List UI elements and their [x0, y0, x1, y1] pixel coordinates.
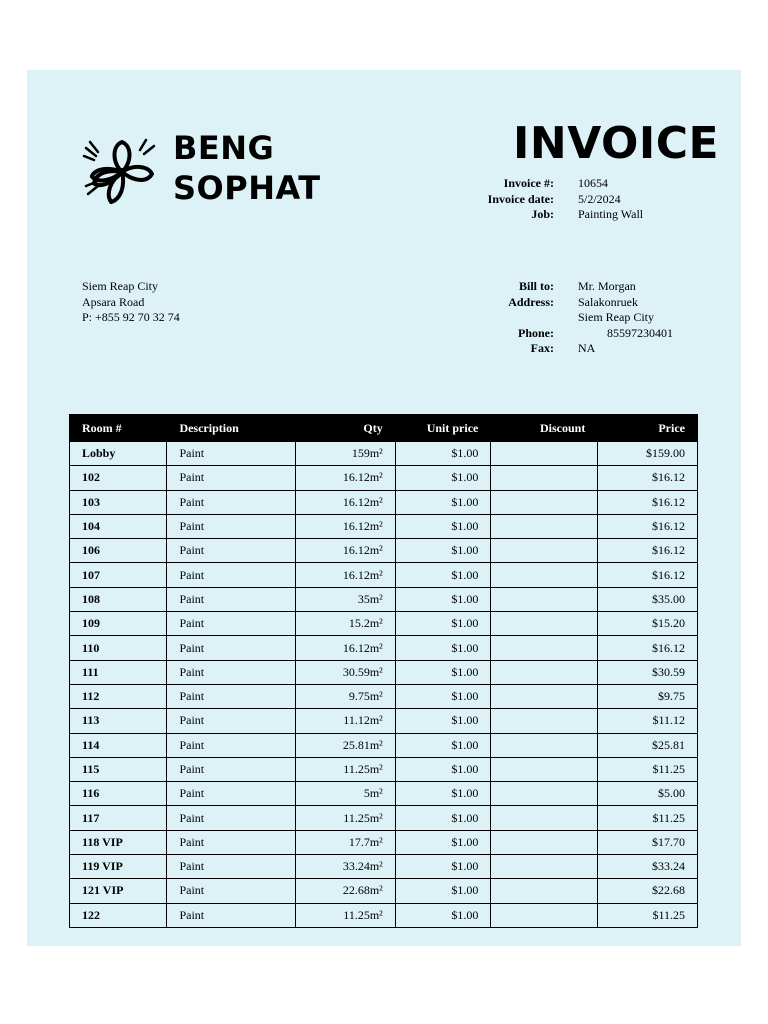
- table-row: [70, 514, 698, 538]
- table-row: [70, 782, 698, 806]
- cell-unit-price: $1.00: [395, 514, 491, 538]
- cell-description: Paint: [167, 636, 295, 660]
- cell-room: 104: [70, 514, 167, 538]
- cell-unit-price: $1.00: [395, 539, 491, 563]
- cell-qty: 5m²: [295, 782, 395, 806]
- cell-description: Paint: [167, 903, 295, 927]
- cell-discount: [491, 733, 598, 757]
- cell-qty: 16.12m²: [295, 636, 395, 660]
- cell-description: Paint: [167, 879, 295, 903]
- cell-price: $16.12: [598, 636, 698, 660]
- table-row: [70, 636, 698, 660]
- cell-discount: [491, 612, 598, 636]
- cell-price: $25.81: [598, 733, 698, 757]
- cell-qty: 35m²: [295, 587, 395, 611]
- cell-price: $33.24: [598, 855, 698, 879]
- table-row: [70, 442, 698, 466]
- cell-price: $16.12: [598, 539, 698, 563]
- cell-unit-price: $1.00: [395, 466, 491, 490]
- cell-unit-price: $1.00: [395, 684, 491, 708]
- cell-unit-price: $1.00: [395, 903, 491, 927]
- col-header-room: Room #: [70, 415, 167, 442]
- table-row: [70, 612, 698, 636]
- cell-qty: 11.25m²: [295, 806, 395, 830]
- cell-room: 107: [70, 563, 167, 587]
- meta-row: [482, 176, 643, 192]
- cell-qty: 16.12m²: [295, 539, 395, 563]
- cell-discount: [491, 879, 598, 903]
- cell-qty: 11.12m²: [295, 709, 395, 733]
- company-name-line2: SOPHAT: [173, 169, 321, 207]
- cell-room: 109: [70, 612, 167, 636]
- bill-to-label: Bill to:: [519, 279, 554, 293]
- cell-room: 119 VIP: [70, 855, 167, 879]
- cell-qty: 25.81m²: [295, 733, 395, 757]
- cell-discount: [491, 782, 598, 806]
- cell-unit-price: $1.00: [395, 757, 491, 781]
- cell-unit-price: $1.00: [395, 660, 491, 684]
- table-row: [70, 757, 698, 781]
- cell-room: Lobby: [70, 442, 167, 466]
- cell-room: 108: [70, 587, 167, 611]
- cell-description: Paint: [167, 660, 295, 684]
- cell-qty: 11.25m²: [295, 757, 395, 781]
- cell-qty: 11.25m²: [295, 903, 395, 927]
- cell-room: 122: [70, 903, 167, 927]
- cell-discount: [491, 855, 598, 879]
- cell-room: 116: [70, 782, 167, 806]
- cell-qty: 16.12m²: [295, 490, 395, 514]
- cell-discount: [491, 830, 598, 854]
- cell-unit-price: $1.00: [395, 490, 491, 514]
- cell-qty: 9.75m²: [295, 684, 395, 708]
- table-row: [70, 587, 698, 611]
- cell-unit-price: $1.00: [395, 563, 491, 587]
- cell-price: $16.12: [598, 514, 698, 538]
- cell-room: 118 VIP: [70, 830, 167, 854]
- cell-price: $11.25: [598, 903, 698, 927]
- cell-price: $9.75: [598, 684, 698, 708]
- cell-description: Paint: [167, 757, 295, 781]
- cell-unit-price: $1.00: [395, 442, 491, 466]
- cell-qty: 16.12m²: [295, 563, 395, 587]
- cell-discount: [491, 442, 598, 466]
- sender-line1: Siem Reap City: [82, 279, 158, 293]
- cell-room: 106: [70, 539, 167, 563]
- cell-price: $16.12: [598, 563, 698, 587]
- table-row: [70, 855, 698, 879]
- meta-label: Invoice #:: [503, 176, 554, 190]
- table-row: [70, 709, 698, 733]
- cell-unit-price: $1.00: [395, 709, 491, 733]
- cell-description: Paint: [167, 514, 295, 538]
- meta-value: 10654: [578, 176, 608, 190]
- meta-value: 5/2/2024: [578, 191, 621, 206]
- cell-description: Paint: [167, 612, 295, 636]
- cell-description: Paint: [167, 684, 295, 708]
- table-row: [70, 490, 698, 514]
- cell-price: $11.25: [598, 757, 698, 781]
- cell-discount: [491, 709, 598, 733]
- cell-price: $159.00: [598, 442, 698, 466]
- cell-qty: 17.7m²: [295, 830, 395, 854]
- invoice-page: [27, 70, 741, 946]
- invoice-meta: [482, 176, 643, 223]
- cell-price: $30.59: [598, 660, 698, 684]
- cell-unit-price: $1.00: [395, 830, 491, 854]
- cell-unit-price: $1.00: [395, 806, 491, 830]
- cell-description: Paint: [167, 782, 295, 806]
- col-header-price: Price: [598, 415, 698, 442]
- col-header-unit-price: Unit price: [395, 415, 491, 442]
- table-row: [70, 539, 698, 563]
- cell-description: Paint: [167, 490, 295, 514]
- cell-price: $5.00: [598, 782, 698, 806]
- cell-room: 110: [70, 636, 167, 660]
- cell-unit-price: $1.00: [395, 636, 491, 660]
- meta-row: [482, 207, 643, 223]
- cell-unit-price: $1.00: [395, 855, 491, 879]
- meta-row: [482, 192, 643, 208]
- cell-description: Paint: [167, 466, 295, 490]
- cell-discount: [491, 684, 598, 708]
- cell-discount: [491, 563, 598, 587]
- cell-room: 103: [70, 490, 167, 514]
- meta-label: Invoice date:: [487, 191, 554, 206]
- cell-price: $16.12: [598, 490, 698, 514]
- cell-discount: [491, 660, 598, 684]
- sender-address: [82, 279, 180, 326]
- cell-unit-price: $1.00: [395, 782, 491, 806]
- cell-description: Paint: [167, 563, 295, 587]
- cell-price: $35.00: [598, 587, 698, 611]
- col-header-qty: Qty: [295, 415, 395, 442]
- cell-description: Paint: [167, 830, 295, 854]
- cell-description: Paint: [167, 587, 295, 611]
- meta-label: Job:: [531, 207, 554, 221]
- company-name: [173, 128, 321, 208]
- cell-price: $17.70: [598, 830, 698, 854]
- cell-qty: 16.12m²: [295, 514, 395, 538]
- cell-unit-price: $1.00: [395, 587, 491, 611]
- cell-room: 102: [70, 466, 167, 490]
- cell-room: 111: [70, 660, 167, 684]
- company-name-line1: BENG: [173, 129, 275, 167]
- cell-qty: 15.2m²: [295, 612, 395, 636]
- cell-description: Paint: [167, 442, 295, 466]
- fax-label: Fax:: [530, 341, 554, 355]
- table-row: [70, 879, 698, 903]
- table-row: [70, 903, 698, 927]
- table-row: [70, 806, 698, 830]
- cell-discount: [491, 514, 598, 538]
- cell-room: 112: [70, 684, 167, 708]
- cell-description: Paint: [167, 539, 295, 563]
- table-row: [70, 733, 698, 757]
- meta-value: Painting Wall: [578, 207, 644, 221]
- address-line1: Salakonruek: [578, 294, 638, 309]
- cell-discount: [491, 903, 598, 927]
- bill-to-block: [482, 279, 673, 357]
- cell-unit-price: $1.00: [395, 733, 491, 757]
- cell-unit-price: $1.00: [395, 612, 491, 636]
- cell-room: 117: [70, 806, 167, 830]
- cell-price: $16.12: [598, 466, 698, 490]
- address-label: Address:: [508, 294, 554, 309]
- address-line2: Siem Reap City: [578, 310, 654, 324]
- cell-price: $22.68: [598, 879, 698, 903]
- cell-discount: [491, 806, 598, 830]
- sender-phone: P: +855 92 70 32 74: [82, 310, 180, 324]
- phone-label: Phone:: [518, 325, 554, 340]
- cell-room: 115: [70, 757, 167, 781]
- cell-description: Paint: [167, 806, 295, 830]
- table-row: [70, 660, 698, 684]
- cell-price: $11.12: [598, 709, 698, 733]
- col-header-description: Description: [167, 415, 295, 442]
- cell-room: 113: [70, 709, 167, 733]
- col-header-discount: Discount: [491, 415, 598, 442]
- cell-qty: 16.12m²: [295, 466, 395, 490]
- bill-to-value: Mr. Morgan: [578, 279, 636, 293]
- table-row: [70, 466, 698, 490]
- table-row: [70, 563, 698, 587]
- cell-discount: [491, 490, 598, 514]
- line-items-table: [69, 414, 698, 928]
- cell-qty: 159m²: [295, 442, 395, 466]
- cell-qty: 22.68m²: [295, 879, 395, 903]
- table-row: [70, 830, 698, 854]
- cell-unit-price: $1.00: [395, 879, 491, 903]
- cell-discount: [491, 466, 598, 490]
- cell-description: Paint: [167, 855, 295, 879]
- table-header-row: [70, 415, 698, 442]
- cell-room: 121 VIP: [70, 879, 167, 903]
- cell-qty: 30.59m²: [295, 660, 395, 684]
- invoice-title: INVOICE: [513, 118, 720, 169]
- cell-room: 114: [70, 733, 167, 757]
- cell-qty: 33.24m²: [295, 855, 395, 879]
- sender-line2: Apsara Road: [82, 294, 145, 309]
- table-row: [70, 684, 698, 708]
- cell-description: Paint: [167, 733, 295, 757]
- cell-price: $15.20: [598, 612, 698, 636]
- cell-discount: [491, 636, 598, 660]
- cell-description: Paint: [167, 709, 295, 733]
- cell-discount: [491, 757, 598, 781]
- plumeria-flower-icon: [82, 136, 162, 210]
- cell-discount: [491, 587, 598, 611]
- phone-value: 85597230401: [607, 325, 673, 340]
- cell-discount: [491, 539, 598, 563]
- cell-price: $11.25: [598, 806, 698, 830]
- fax-value: NA: [578, 341, 596, 355]
